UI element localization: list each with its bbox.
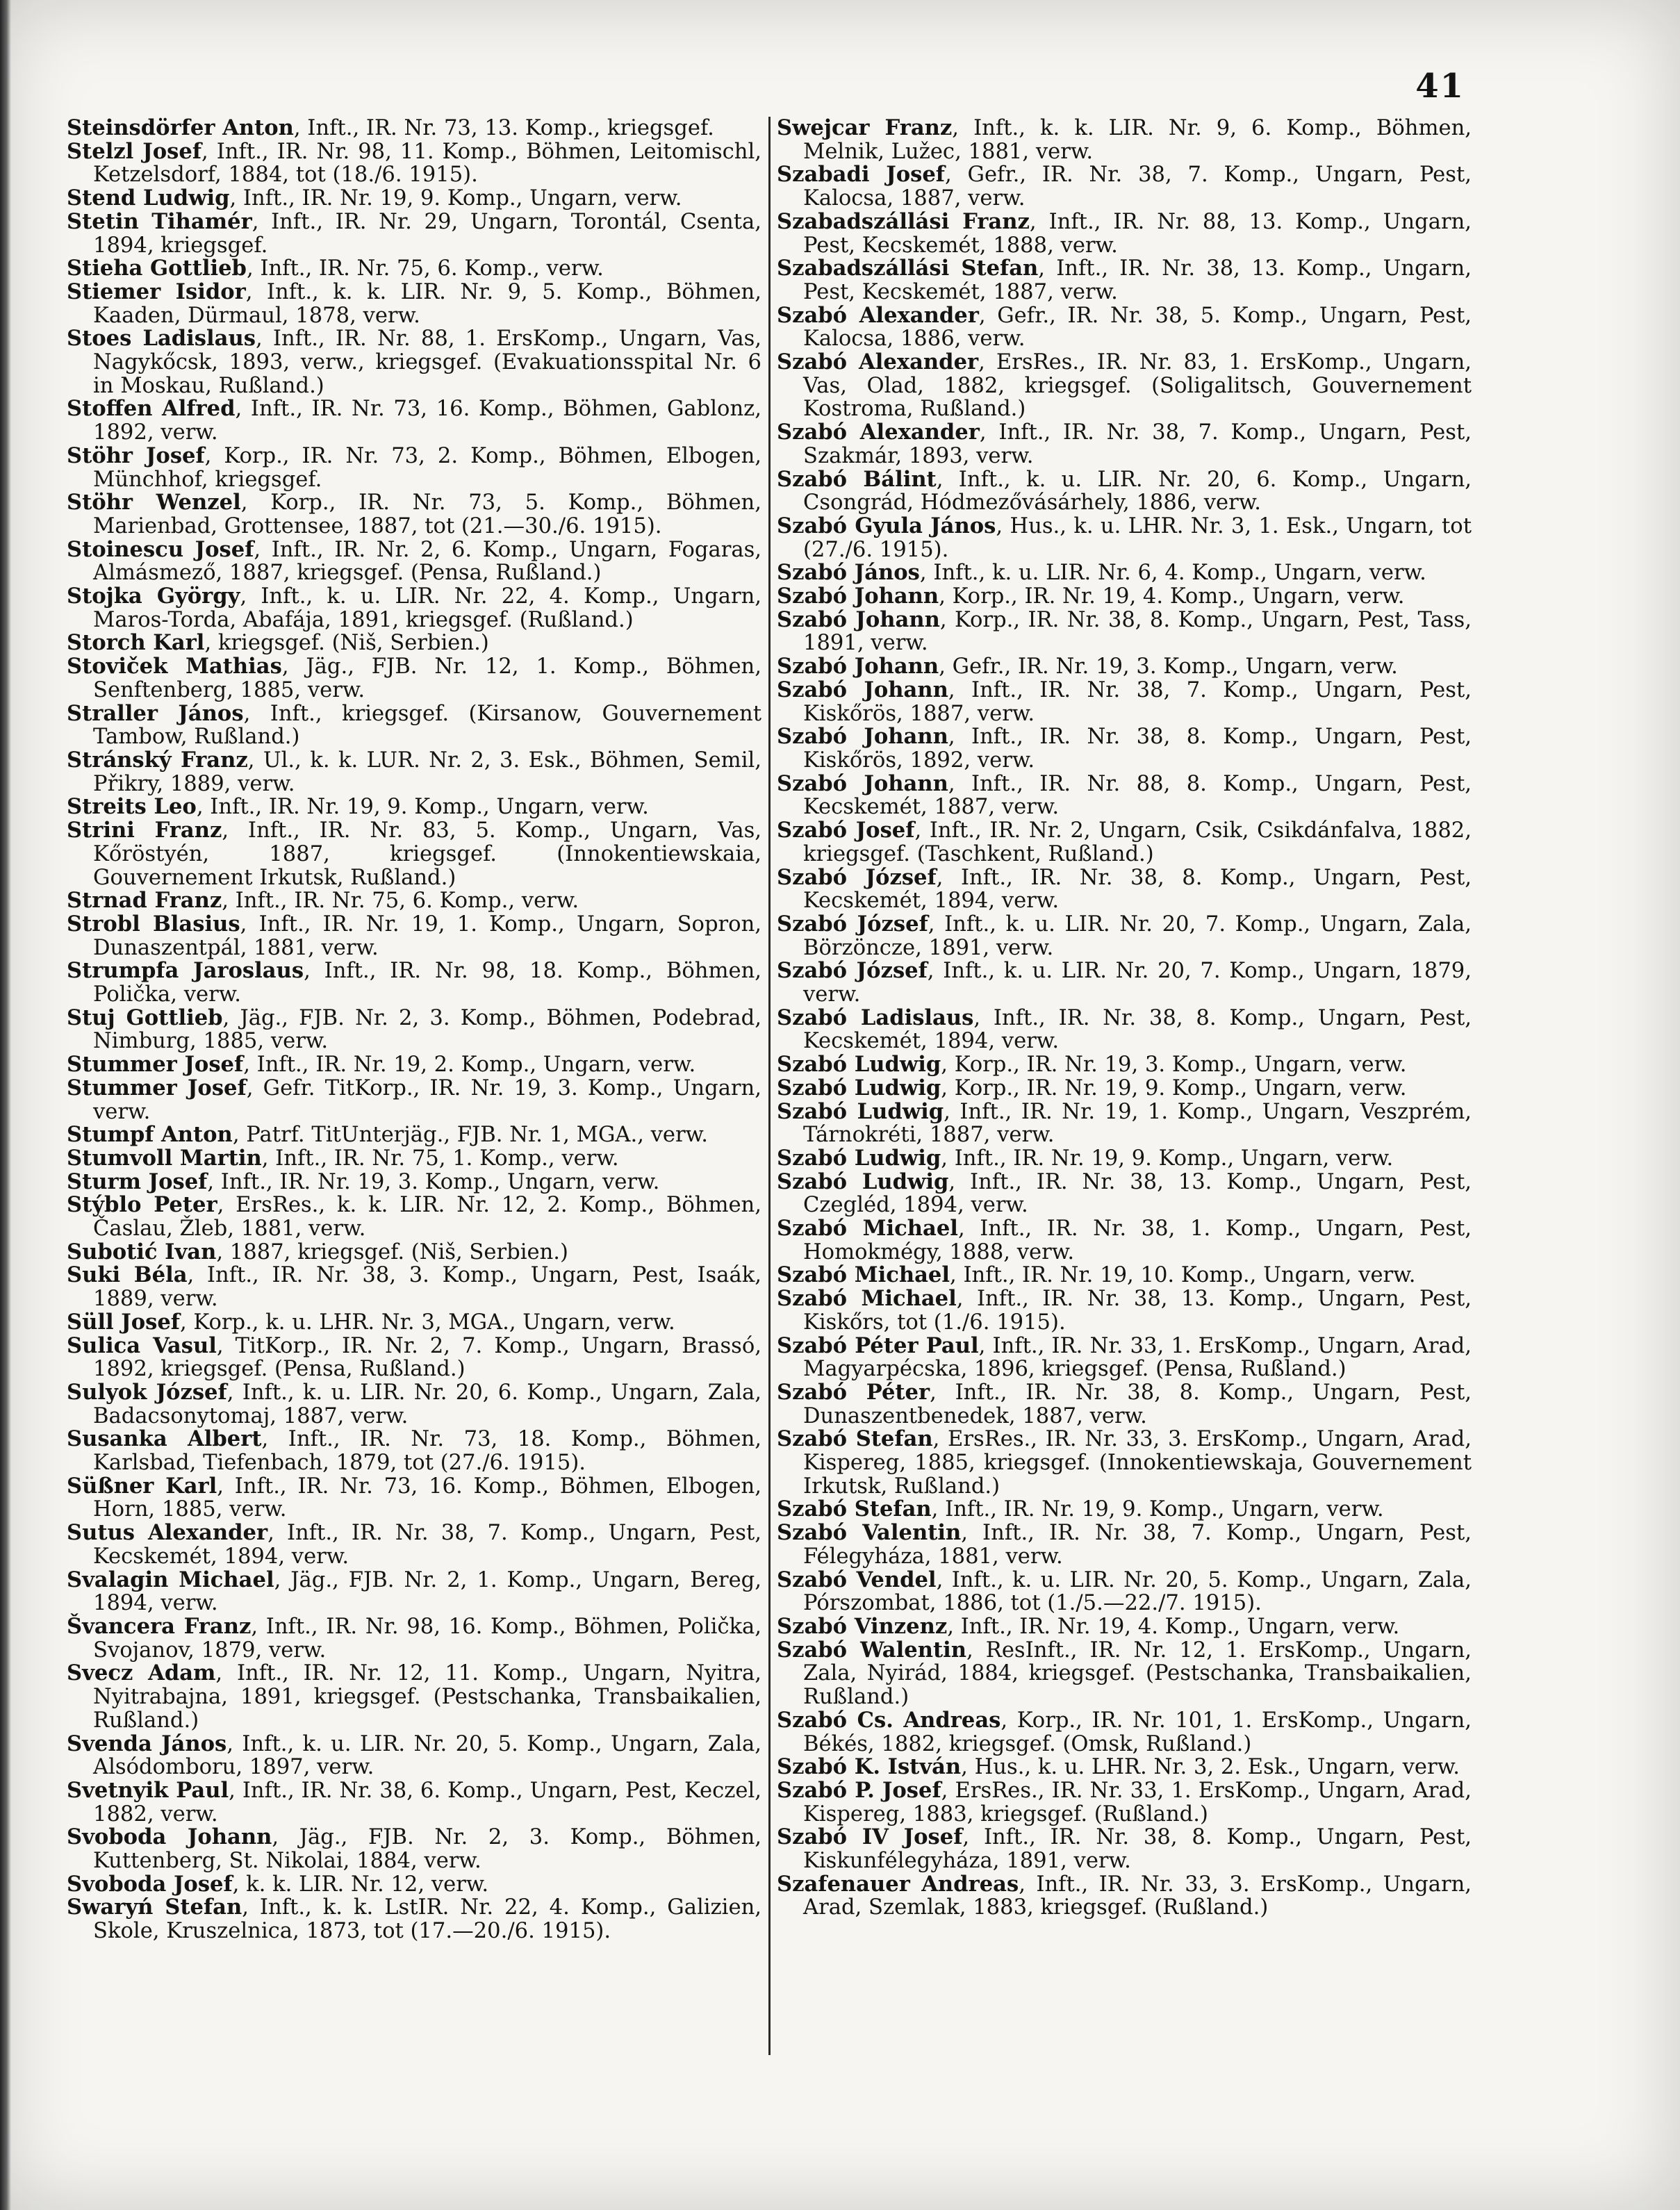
entry-name: Szabó Ludwig bbox=[777, 1098, 944, 1124]
entry-details: , Inft., IR. Nr. 38, 3. Komp., Ungarn, Pest, Isaák, 1889, verw. bbox=[93, 1263, 762, 1312]
entry-details: , Inft., IR. Nr. 19, 3. Komp., Ungarn, verw. bbox=[207, 1169, 660, 1194]
list-entry bbox=[777, 1709, 1472, 1756]
entry-name: Szafenauer Andreas bbox=[777, 1871, 1019, 1897]
entry-details: , Gefr., IR. Nr. 19, 3. Komp., Ungarn, verw. bbox=[939, 654, 1398, 679]
list-entry bbox=[67, 1779, 761, 1826]
entry-details: , ResInft., IR. Nr. 12, 1. ErsKomp., Ungarn, Zala, Nyirád, 1884, kriegsgef. (Pestschanka, Transbaikalien, Rußland.) bbox=[803, 1638, 1472, 1710]
entry-name: Szabó Johann bbox=[777, 654, 939, 679]
list-entry bbox=[777, 1522, 1472, 1568]
entry-name: Stoffen Alfred bbox=[67, 396, 236, 422]
entry-name: Sutus Alexander bbox=[67, 1520, 268, 1546]
entry-name: Stoinescu Josef bbox=[67, 536, 254, 562]
entry-name: Szabó Johann bbox=[777, 724, 948, 750]
entry-details: , Hus., k. u. LHR. Nr. 3, 1. Esk., Ungarn, tot (27./6. 1915). bbox=[803, 513, 1472, 562]
entry-name: Stránský Franz bbox=[67, 747, 248, 773]
list-entry bbox=[67, 1077, 761, 1123]
list-entry bbox=[777, 1826, 1472, 1872]
list-entry bbox=[67, 632, 761, 655]
entry-name: Szabó Johann bbox=[777, 584, 939, 609]
list-entry bbox=[777, 468, 1472, 515]
entry-name: Svalagin Michael bbox=[67, 1567, 274, 1592]
list-entry bbox=[777, 1217, 1472, 1264]
entry-name: Susanka Albert bbox=[67, 1426, 262, 1452]
entry-details: , Inft., IR. Nr. 38, 7. Komp., Ungarn, Pest, Félegyháza, 1881, verw. bbox=[803, 1521, 1472, 1569]
list-entry bbox=[777, 866, 1472, 913]
entry-name: Szabó K. István bbox=[777, 1754, 962, 1780]
list-entry bbox=[67, 1147, 761, 1171]
entry-details: , Korp., IR. Nr. 73, 2. Komp., Böhmen, Elbogen, Münchhof, kriegsgef. bbox=[93, 443, 761, 492]
list-entry bbox=[67, 1733, 761, 1779]
entry-details: , Korp., IR. Nr. 101, 1. ErsKomp., Ungarn, Békés, 1882, kriegsgef. (Omsk, Rußland.) bbox=[803, 1708, 1472, 1756]
entry-name: Storch Karl bbox=[67, 630, 205, 656]
list-entry bbox=[67, 959, 761, 1006]
entry-details: , Inft., k. u. LIR. Nr. 20, 6. Komp., Ungarn, Csongrád, Hódmezővásárhely, 1886, verw. bbox=[803, 467, 1472, 516]
list-entry bbox=[777, 515, 1472, 561]
entry-name: Szabó Péter Paul bbox=[777, 1333, 979, 1358]
entry-name: Szabó József bbox=[777, 911, 928, 937]
entry-details: , Gefr. TitKorp., IR. Nr. 19, 3. Komp., Ungarn, verw. bbox=[93, 1075, 761, 1124]
entry-details: , Jäg., FJB. Nr. 2, 1. Komp., Ungarn, Bereg, 1894, verw. bbox=[93, 1567, 761, 1616]
list-entry bbox=[777, 561, 1472, 585]
list-entry bbox=[67, 1053, 761, 1077]
entry-name: Stojka György bbox=[67, 584, 240, 609]
list-entry bbox=[777, 1779, 1472, 1826]
list-entry bbox=[777, 1498, 1472, 1522]
list-entry bbox=[777, 959, 1472, 1006]
entry-details: , Patrf. TitUnterjäg., FJB. Nr. 1, MGA., verw. bbox=[232, 1123, 708, 1148]
entry-name: Szabó P. Josef bbox=[777, 1777, 941, 1803]
entry-name: Szabó Ladislaus bbox=[777, 1005, 974, 1030]
entry-details: , Hus., k. u. LHR. Nr. 3, 2. Esk., Ungarn, verw. bbox=[961, 1755, 1460, 1780]
list-entry bbox=[67, 1335, 761, 1381]
list-entry bbox=[777, 679, 1472, 725]
list-entry bbox=[67, 1241, 761, 1264]
list-entry bbox=[67, 889, 761, 913]
entry-name: Szabó Michael bbox=[777, 1262, 950, 1288]
list-entry bbox=[777, 585, 1472, 609]
entry-name: Szabó Vendel bbox=[777, 1567, 937, 1592]
list-entry bbox=[777, 1639, 1472, 1709]
list-entry bbox=[67, 819, 761, 889]
entry-name: Süll Josef bbox=[67, 1309, 180, 1335]
entry-details: , TitKorp., IR. Nr. 2, 7. Komp., Ungarn, Brassó, 1892, kriegsgef. (Pensa, Rußland.) bbox=[93, 1333, 762, 1382]
entry-details: , Inft., IR. Nr. 19, 9. Komp., Ungarn, verw. bbox=[931, 1497, 1384, 1522]
list-entry bbox=[67, 257, 761, 281]
list-entry bbox=[67, 1826, 761, 1872]
entry-name: Stieha Gottlieb bbox=[67, 256, 247, 281]
entry-name: Szabó József bbox=[777, 958, 928, 984]
list-entry bbox=[777, 1335, 1472, 1381]
entry-name: Szabó Péter bbox=[777, 1379, 930, 1405]
scan-edge-shadow bbox=[0, 0, 11, 2210]
list-entry bbox=[67, 187, 761, 211]
entry-details: , Korp., IR. Nr. 38, 8. Komp., Ungarn, Pest, Tass, 1891, verw. bbox=[803, 607, 1472, 656]
entry-name: Sulica Vasul bbox=[67, 1333, 217, 1358]
entry-details: , Inft., IR. Nr. 38, 8. Komp., Ungarn, Pest, Kecskemét, 1894, verw. bbox=[803, 865, 1472, 914]
entry-details: , Inft., IR. Nr. 33, 3. ErsKomp., Ungarn, Arad, Szemlak, 1883, kriegsgef. (Rußland.) bbox=[803, 1872, 1472, 1920]
entry-name: Szabó IV Josef bbox=[777, 1824, 963, 1850]
entry-name: Stummer Josef bbox=[67, 1052, 244, 1078]
entry-details: , Inft., IR. Nr. 19, 9. Komp., Ungarn, verw. bbox=[941, 1146, 1394, 1171]
entry-name: Subotić Ivan bbox=[67, 1239, 217, 1264]
entry-details: , Inft., IR. Nr. 2, Ungarn, Csik, Csikdánfalva, 1882, kriegsgef. (Taschkent, Rußland.) bbox=[803, 818, 1472, 866]
entry-details: , Gefr., IR. Nr. 38, 7. Komp., Ungarn, Pest, Kalocsa, 1887, verw. bbox=[803, 163, 1472, 211]
entry-details: , Inft., IR. Nr. 19, 4. Komp., Ungarn, verw. bbox=[947, 1615, 1400, 1639]
list-entry bbox=[67, 913, 761, 959]
list-entry bbox=[67, 1123, 761, 1147]
entry-name: Suki Béla bbox=[67, 1262, 188, 1288]
entry-name: Svetnyik Paul bbox=[67, 1777, 229, 1803]
entry-details: , Inft., IR. Nr. 38, 8. Komp., Ungarn, Pest, Kiskunfélegyháza, 1891, verw. bbox=[803, 1825, 1472, 1874]
entry-name: Szabó Alexander bbox=[777, 420, 980, 445]
entry-name: Swaryń Stefan bbox=[67, 1895, 242, 1920]
entry-details: , Jäg., FJB. Nr. 2, 3. Komp., Böhmen, Kuttenberg, St. Nikolai, 1884, verw. bbox=[93, 1825, 761, 1874]
list-entry bbox=[67, 491, 761, 538]
list-entry bbox=[67, 538, 761, 585]
list-entry bbox=[67, 1171, 761, 1194]
entry-name: Stetin Tihamér bbox=[67, 208, 252, 234]
entry-details: , Inft., IR. Nr. 88, 13. Komp., Ungarn, Pest, Kecskemét, 1888, verw. bbox=[803, 209, 1472, 258]
entry-name: Szabó Michael bbox=[777, 1286, 957, 1312]
list-entry bbox=[777, 1381, 1472, 1428]
entry-details: , Inft., IR. Nr. 19, 9. Komp., Ungarn, verw. bbox=[229, 186, 682, 211]
entry-details: , Inft., k. u. LIR. Nr. 20, 7. Komp., Ungarn, Zala, Börzöncze, 1891, verw. bbox=[803, 912, 1472, 960]
entry-name: Svoboda Josef bbox=[67, 1871, 233, 1897]
entry-details: , Inft., k. u. LIR. Nr. 20, 6. Komp., Ungarn, Zala, Badacsonytomaj, 1887, verw. bbox=[93, 1380, 761, 1428]
entry-name: Stoes Ladislaus bbox=[67, 326, 256, 352]
entry-name: Stöhr Wenzel bbox=[67, 490, 241, 516]
list-entry bbox=[777, 1873, 1472, 1920]
entry-details: , Inft., IR. Nr. 19, 2. Komp., Ungarn, verw. bbox=[243, 1053, 696, 1078]
list-entry bbox=[67, 1522, 761, 1568]
entry-name: Stöhr Josef bbox=[67, 443, 205, 468]
entry-name: Szabó Josef bbox=[777, 818, 915, 843]
entry-name: Süßner Karl bbox=[67, 1473, 217, 1499]
entry-details: , 1887, kriegsgef. (Niš, Serbien.) bbox=[216, 1239, 568, 1264]
list-entry bbox=[777, 257, 1472, 304]
list-entry bbox=[67, 655, 761, 702]
list-entry bbox=[777, 655, 1472, 679]
entry-details: , Inft., IR. Nr. 88, 1. ErsKomp., Ungarn, Vas, Nagykőcsk, 1893, verw., kriegsgef. (Evakuationsspital Nr. 6 in Moskau, Rußland.) bbox=[93, 327, 761, 398]
entry-details: , Inft., k. u. LIR. Nr. 6, 4. Komp., Ungarn, verw. bbox=[919, 561, 1426, 586]
entry-name: Szabó Alexander bbox=[777, 349, 979, 375]
list-entry bbox=[777, 117, 1472, 163]
entry-details: , Inft., IR. Nr. 38, 13. Komp., Ungarn, Pest, Kecskemét, 1887, verw. bbox=[803, 256, 1472, 304]
entry-name: Szabó Gyula János bbox=[777, 513, 996, 538]
list-entry bbox=[67, 1264, 761, 1310]
list-entry bbox=[67, 397, 761, 444]
entry-name: Szabó Michael bbox=[777, 1216, 958, 1242]
list-entry bbox=[777, 421, 1472, 468]
list-entry bbox=[777, 1077, 1472, 1100]
entry-name: Szabó József bbox=[777, 864, 937, 890]
list-entry bbox=[777, 1756, 1472, 1779]
entry-details: , Inft., IR. Nr. 98, 18. Komp., Böhmen, Polička, verw. bbox=[93, 959, 761, 1007]
list-entry bbox=[777, 1100, 1472, 1147]
list-entry bbox=[67, 1381, 761, 1428]
list-entry bbox=[67, 1311, 761, 1335]
entry-name: Szabó Ludwig bbox=[777, 1169, 949, 1194]
entry-details: , Inft., k. k. LIR. Nr. 9, 6. Komp., Böhmen, Melnik, Lužec, 1881, verw. bbox=[803, 116, 1472, 164]
entry-details: , Inft., k. u. LIR. Nr. 20, 5. Komp., Ungarn, Zala, Alsódomboru, 1897, verw. bbox=[93, 1731, 761, 1780]
page-number: 41 bbox=[1415, 67, 1465, 106]
entry-details: , Korp., IR. Nr. 73, 5. Komp., Böhmen, Marienbad, Grottensee, 1887, tot (21.—30./6. 1915). bbox=[93, 490, 761, 538]
entry-name: Stýblo Peter bbox=[67, 1192, 217, 1218]
entry-name: Strini Franz bbox=[67, 818, 222, 843]
entry-name: Stuj Gottlieb bbox=[67, 1005, 223, 1030]
entry-details: , Inft., IR. Nr. 75, 6. Komp., verw. bbox=[246, 256, 604, 281]
entry-details: , Inft., IR. Nr. 38, 7. Komp., Ungarn, Pest, Kiskőrös, 1887, verw. bbox=[803, 677, 1472, 726]
list-entry bbox=[777, 1147, 1472, 1171]
list-entry bbox=[777, 770, 1472, 820]
entry-details: , Inft., IR. Nr. 2, 6. Komp., Ungarn, Fogaras, Almásmező, 1887, kriegsgef. (Pensa, Rußland.) bbox=[93, 537, 761, 586]
entry-name: Szabó Valentin bbox=[777, 1520, 962, 1546]
entry-name: Szabó Johann bbox=[777, 677, 948, 702]
entry-details: , Jäg., FJB. Nr. 2, 3. Komp., Böhmen, Podebrad, Nimburg, 1885, verw. bbox=[93, 1005, 761, 1054]
list-entry bbox=[777, 819, 1472, 866]
list-entry bbox=[67, 1569, 761, 1615]
right-column bbox=[777, 117, 1472, 1920]
entry-details: , Inft., kriegsgef. (Kirsanow, Gouvernement Tambow, Rußland.) bbox=[93, 701, 761, 750]
entry-name: Strumpfa Jaroslaus bbox=[67, 958, 304, 984]
list-entry bbox=[67, 1007, 761, 1053]
entry-name: Szabó Stefan bbox=[777, 1426, 933, 1452]
entry-details: , Korp., IR. Nr. 19, 9. Komp., Ungarn, verw. bbox=[941, 1075, 1407, 1100]
entry-details: , ErsRes., k. k. LIR. Nr. 12, 2. Komp., Böhmen, Časlau, Žleb, 1881, verw. bbox=[93, 1193, 761, 1242]
entry-details: , Inft., IR. Nr. 98, 16. Komp., Böhmen, Polička, Svojanov, 1879, verw. bbox=[93, 1615, 761, 1663]
entry-name: Szabadszállási Stefan bbox=[777, 256, 1039, 281]
list-entry bbox=[67, 1475, 761, 1522]
entry-details: , Inft., IR. Nr. 19, 1. Komp., Ungarn, Veszprém, Tárnokréti, 1887, verw. bbox=[803, 1099, 1472, 1148]
entry-name: Szabó Ludwig bbox=[777, 1145, 941, 1171]
list-entry bbox=[67, 1428, 761, 1474]
entry-details: , Inft., IR. Nr. 73, 16. Komp., Böhmen, Gablonz, 1892, verw. bbox=[93, 397, 761, 445]
entry-name: Stumvoll Martin bbox=[67, 1145, 262, 1171]
list-entry bbox=[67, 117, 761, 140]
entry-name: Stelzl Josef bbox=[67, 138, 201, 164]
entry-name: Stend Ludwig bbox=[67, 185, 230, 211]
entry-details: , Inft., k. u. LIR. Nr. 20, 5. Komp., Ungarn, Zala, Pórszombat, 1886, tot (1./5.—22./7. 1915). bbox=[803, 1567, 1472, 1616]
list-entry bbox=[777, 1053, 1472, 1077]
entry-name: Stumpf Anton bbox=[67, 1122, 233, 1148]
entry-name: Straller János bbox=[67, 700, 244, 726]
entry-details: , Inft., IR. Nr. 38, 8. Komp., Ungarn, Pest, Dunaszentbenedek, 1887, verw. bbox=[803, 1380, 1472, 1428]
list-entry bbox=[67, 1873, 761, 1897]
entry-name: Szabó Johann bbox=[777, 770, 948, 796]
entry-details: , Inft., IR. Nr. 73, 13. Komp., kriegsgef. bbox=[293, 116, 714, 140]
list-entry bbox=[67, 208, 761, 258]
entry-details: , Korp., k. u. LHR. Nr. 3, MGA., Ungarn, verw. bbox=[179, 1310, 675, 1335]
entry-name: Stiemer Isidor bbox=[67, 279, 246, 304]
entry-details: , Inft., k. u. LIR. Nr. 20, 7. Komp., Ungarn, 1879, verw. bbox=[803, 959, 1472, 1007]
list-entry bbox=[67, 327, 761, 397]
list-entry bbox=[777, 1007, 1472, 1053]
entry-name: Szabadi Josef bbox=[777, 162, 945, 188]
entry-details: , kriegsgef. (Niš, Serbien.) bbox=[204, 631, 489, 656]
list-entry bbox=[777, 1569, 1472, 1615]
entry-name: Szabó Ludwig bbox=[777, 1075, 941, 1100]
list-entry bbox=[777, 609, 1472, 655]
entry-details: , Inft., IR. Nr. 38, 7. Komp., Ungarn, Pest, Szakmár, 1893, verw. bbox=[803, 420, 1472, 468]
entry-details: , Inft., IR. Nr. 88, 8. Komp., Ungarn, Pest, Kecskemét, 1887, verw. bbox=[803, 771, 1472, 820]
entry-name: Švancera Franz bbox=[67, 1614, 252, 1639]
entry-name: Sturm Josef bbox=[67, 1169, 208, 1194]
entry-name: Szabó Alexander bbox=[777, 302, 979, 328]
list-entry bbox=[67, 281, 761, 327]
column-divider bbox=[768, 117, 771, 2055]
entry-name: Sulyok József bbox=[67, 1379, 227, 1405]
entry-details: , Inft., IR. Nr. 19, 9. Komp., Ungarn, verw. bbox=[196, 795, 649, 820]
list-entry bbox=[777, 163, 1472, 210]
entry-details: , Inft., IR. Nr. 38, 8. Komp., Ungarn, Pest, Kiskőrös, 1892, verw. bbox=[803, 725, 1472, 773]
entry-name: Szabó Walentin bbox=[777, 1637, 966, 1663]
entry-details: , Inft., IR. Nr. 98, 11. Komp., Böhmen, Leitomischl, Ketzelsdorf, 1884, tot (18./6. 1915). bbox=[93, 139, 761, 188]
list-entry bbox=[777, 304, 1472, 351]
entry-details: , ErsRes., IR. Nr. 33, 1. ErsKomp., Ungarn, Arad, Kispereg, 1883, kriegsgef. (Rußland.) bbox=[803, 1778, 1472, 1826]
entry-name: Stoviček Mathias bbox=[67, 654, 282, 679]
list-entry bbox=[777, 351, 1472, 421]
entry-details: , Inft., IR. Nr. 19, 10. Komp., Ungarn, verw. bbox=[950, 1263, 1416, 1288]
entry-details: , ErsRes., IR. Nr. 83, 1. ErsKomp., Ungarn, Vas, Olad, 1882, kriegsgef. (Soligalitsch, Gouvernement Kostroma, Rußland.) bbox=[803, 350, 1472, 422]
list-entry bbox=[777, 1615, 1472, 1639]
list-entry bbox=[67, 585, 761, 632]
entry-details: , Gefr., IR. Nr. 38, 5. Komp., Ungarn, Pest, Kalocsa, 1886, verw. bbox=[803, 303, 1472, 352]
entry-details: , Inft., IR. Nr. 12, 11. Komp., Ungarn, Nyitra, Nyitrabajna, 1891, kriegsgef. (Pestschanka, Transbaikalien, Rußland.) bbox=[93, 1661, 762, 1733]
entry-details: , Inft., IR. Nr. 38, 6. Komp., Ungarn, Pest, Keczel, 1882, verw. bbox=[93, 1778, 761, 1826]
entry-details: , Inft., IR. Nr. 38, 7. Komp., Ungarn, Pest, Kecskemét, 1894, verw. bbox=[93, 1521, 761, 1569]
entry-name: Strobl Blasius bbox=[67, 911, 240, 937]
list-entry bbox=[67, 1194, 761, 1240]
entry-name: Streits Leo bbox=[67, 794, 197, 820]
entry-details: , Inft., k. k. LIR. Nr. 9, 5. Komp., Böhmen, Kaaden, Dürmaul, 1878, verw. bbox=[93, 279, 761, 328]
entry-details: , Inft., k. u. LIR. Nr. 22, 4. Komp., Ungarn, Maros-Torda, Abafája, 1891, kriegsgef. (Rußland.) bbox=[93, 584, 761, 632]
entry-details: , Inft., IR. Nr. 73, 18. Komp., Böhmen, Karlsbad, Tiefenbach, 1879, tot (27./6. 1915). bbox=[93, 1427, 762, 1476]
entry-details: , Inft., IR. Nr. 38, 13. Komp., Ungarn, Pest, Kiskőrs, tot (1./6. 1915). bbox=[803, 1287, 1472, 1335]
entry-name: Szabó János bbox=[777, 560, 920, 586]
entry-details: , Korp., IR. Nr. 19, 3. Komp., Ungarn, verw. bbox=[941, 1053, 1407, 1078]
entry-details: , Inft., IR. Nr. 83, 5. Komp., Ungarn, Vas, Kőröstyén, 1887, kriegsgef. (Innokentiewskaia, Gouvernement Irkutsk, Rußland.) bbox=[93, 818, 761, 890]
entry-details: , Ul., k. k. LUR. Nr. 2, 3. Esk., Böhmen, Semil, Přikry, 1889, verw. bbox=[93, 748, 761, 796]
entry-details: , Jäg., FJB. Nr. 12, 1. Komp., Böhmen, Senftenberg, 1885, verw. bbox=[93, 654, 761, 702]
entry-name: Szabó Cs. Andreas bbox=[777, 1707, 1001, 1733]
entry-details: , Inft., k. k. LstIR. Nr. 22, 4. Komp., Galizien, Skole, Kruszelnica, 1873, tot (17.—20./6. 1915). bbox=[93, 1895, 761, 1944]
list-entry bbox=[67, 140, 761, 187]
entry-details: , Inft., IR. Nr. 38, 1. Komp., Ungarn, Pest, Homokmégy, 1888, verw. bbox=[803, 1217, 1472, 1264]
list-entry bbox=[67, 1662, 761, 1732]
entry-name: Svenda János bbox=[67, 1731, 227, 1756]
entry-name: Szabó Johann bbox=[777, 607, 940, 632]
entry-name: Swejcar Franz bbox=[777, 115, 953, 140]
entry-details: , ErsRes., IR. Nr. 33, 3. ErsKomp., Ungarn, Arad, Kispereg, 1885, kriegsgef. (Innokentiewskaja, Gouvernement Irkutsk, Rußland.) bbox=[803, 1427, 1472, 1499]
entry-name: Szabó Bálint bbox=[777, 466, 937, 492]
list-entry bbox=[67, 445, 761, 491]
list-entry bbox=[67, 795, 761, 819]
entry-name: Szabadszállási Franz bbox=[777, 208, 1030, 234]
list-entry bbox=[777, 1171, 1472, 1217]
entry-name: Svoboda Johann bbox=[67, 1824, 272, 1850]
entry-name: Stummer Josef bbox=[67, 1075, 247, 1100]
entry-details: , Inft., IR. Nr. 75, 6. Komp., verw. bbox=[222, 889, 579, 914]
list-entry bbox=[777, 1264, 1472, 1287]
list-entry bbox=[67, 702, 761, 749]
entry-name: Szabó Ludwig bbox=[777, 1052, 941, 1078]
list-entry bbox=[777, 725, 1472, 772]
list-entry bbox=[67, 1615, 761, 1662]
entry-details: , Inft., IR. Nr. 33, 1. ErsKomp., Ungarn, Arad, Magyarpécska, 1896, kriegsgef. (Pensa, Rußland.) bbox=[803, 1333, 1472, 1382]
entry-name: Strnad Franz bbox=[67, 888, 222, 914]
list-entry bbox=[777, 1428, 1472, 1498]
list-entry bbox=[777, 208, 1472, 258]
entry-details: , Korp., IR. Nr. 19, 4. Komp., Ungarn, verw. bbox=[939, 584, 1405, 609]
entry-details: , Inft., IR. Nr. 75, 1. Komp., verw. bbox=[261, 1146, 619, 1171]
entry-name: Szabó Stefan bbox=[777, 1496, 932, 1522]
list-entry bbox=[777, 913, 1472, 959]
entry-details: , Inft., IR. Nr. 38, 13. Komp., Ungarn, Pest, Czegléd, 1894, verw. bbox=[803, 1169, 1472, 1218]
entry-details: , Inft., IR. Nr. 73, 16. Komp., Böhmen, Elbogen, Horn, 1885, verw. bbox=[93, 1474, 761, 1522]
entry-name: Svecz Adam bbox=[67, 1660, 216, 1686]
entry-name: Steinsdörfer Anton bbox=[67, 115, 294, 140]
entry-details: , Inft., IR. Nr. 19, 1. Komp., Ungarn, Sopron, Dunaszentpál, 1881, verw. bbox=[93, 912, 762, 960]
entry-details: , Inft., IR. Nr. 38, 8. Komp., Ungarn, Pest, Kecskemét, 1894, verw. bbox=[803, 1005, 1472, 1054]
list-entry bbox=[67, 1896, 761, 1943]
entry-details: , Inft., IR. Nr. 29, Ungarn, Torontál, Csenta, 1894, kriegsgef. bbox=[93, 209, 761, 258]
list-entry bbox=[67, 749, 761, 795]
list-entry bbox=[777, 1287, 1472, 1334]
entry-name: Szabó Vinzenz bbox=[777, 1614, 948, 1639]
entry-details: , k. k. LIR. Nr. 12, verw. bbox=[232, 1872, 489, 1897]
left-column bbox=[67, 117, 761, 1943]
